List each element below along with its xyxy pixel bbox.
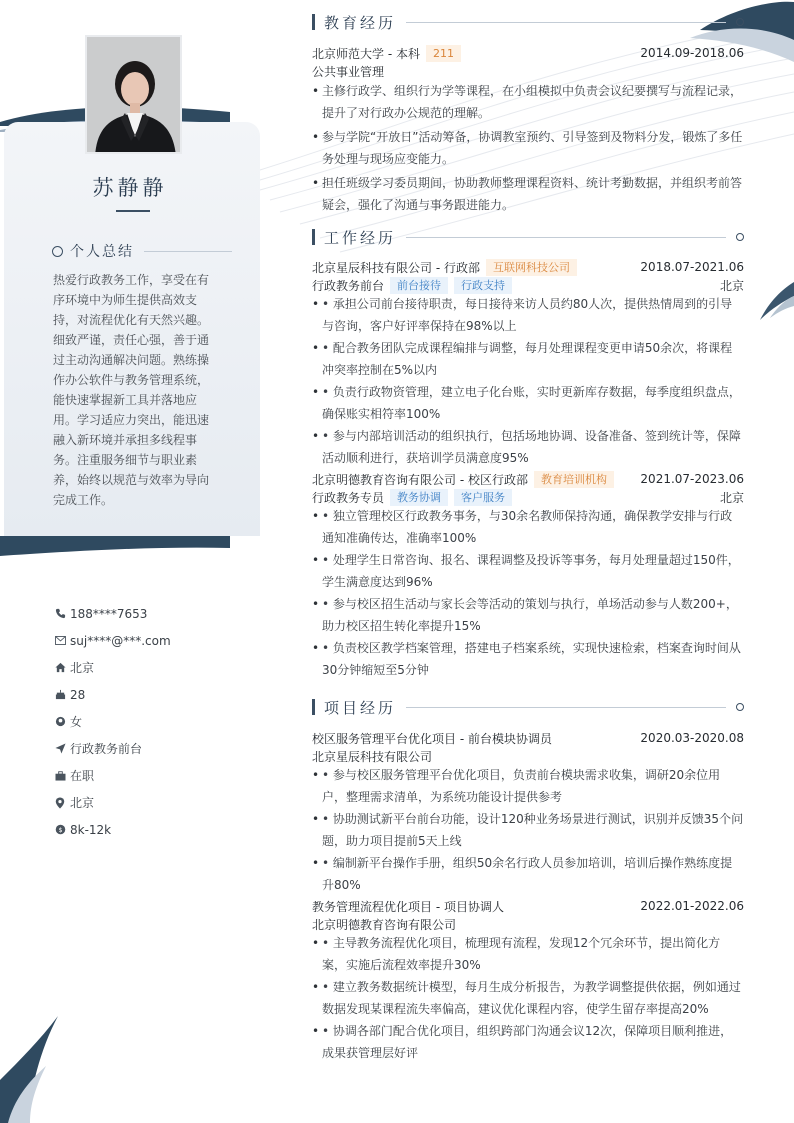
email-icon [50, 636, 70, 645]
job-bullets [312, 293, 744, 469]
list-item: • • 负责行政物资管理，建立电子化台账，实时更新库存数据，每季度组织盘点，确保账实相符率100% [312, 381, 744, 425]
heading-rule [406, 707, 726, 708]
contact-age [50, 681, 250, 708]
salary-value: 8k-12k [70, 822, 112, 837]
contact-target-position [50, 735, 250, 762]
job-row [312, 257, 744, 277]
list-item: • 参与学院“开放日”活动筹备，协调教室预约、引导签到及物料分发，锻炼了多任务处理与现场应变能力。 [312, 126, 744, 170]
portrait-icon [87, 37, 182, 154]
list-item: • • 负责校区教学档案管理，搭建电子档案系统，实现快速检索，档案查询时间从30分钟缩短至5分钟 [312, 637, 744, 681]
school-tag: 211 [426, 45, 461, 62]
position-row [312, 487, 744, 507]
position-row [312, 275, 744, 295]
candidate-name: 苏静静 [92, 176, 168, 200]
position: 行政教务前台 [312, 278, 385, 293]
list-item: • 担任班级学习委员期间，协助教师整理课程资料、统计考勤数据，并组织考前答疑会，强化了沟通与事务跟进能力。 [312, 172, 744, 216]
project-org-row [312, 746, 744, 766]
project-bullets [312, 932, 744, 1064]
contact-email [50, 627, 250, 654]
job-bullets [312, 505, 744, 681]
age-value: 28 [70, 687, 86, 702]
education-bullets [312, 80, 744, 216]
contact-gender [50, 708, 250, 735]
list-item: • • 参与校区服务管理平台优化项目，负责前台模块需求收集，调研20余位用户，整理需求清单，为系统功能设计提供参考 [312, 764, 744, 808]
hometown-value: 北京 [70, 661, 95, 675]
contact-phone [50, 600, 250, 627]
position: 行政教务专员 [312, 490, 385, 505]
heading-rule [144, 251, 232, 252]
company-name: 北京明德教育咨询有限公司 - 校区行政部 [312, 472, 528, 487]
city-value: 北京 [70, 796, 95, 810]
school-name: 北京师范大学 - 本科 [312, 46, 420, 61]
salary-icon [50, 824, 70, 835]
job-city: 北京 [719, 490, 744, 505]
project-name: 教务管理流程优化项目 - 项目协调人 [312, 899, 504, 914]
list-item: • • 独立管理校区行政教务事务，与30余名教师保持沟通，确保教学安排与行政通知准确传达，准确率100% [312, 505, 744, 549]
contact-status [50, 762, 250, 789]
list-item: • 主修行政学、组织行为学等课程，在小组模拟中负责会议纪要撰写与流程记录，提升了对行政办公规范的理解。 [312, 80, 744, 124]
list-item: • • 协调各部门配合优化项目，组织跨部门沟通会议12次，保障项目顺利推进，成果获管理层好评 [312, 1020, 744, 1064]
circle-icon [52, 246, 63, 257]
company-name: 北京星辰科技有限公司 - 行政部 [312, 260, 480, 275]
home-icon [50, 662, 70, 673]
skill-tag: 客户服务 [454, 489, 512, 506]
project-row [312, 896, 744, 916]
gender-icon [50, 716, 70, 727]
heading-bar [312, 229, 315, 245]
list-item: • • 处理学生日常咨询、报名、课程调整及投诉等事务，每月处理量超过150件，学生满意度达到96% [312, 549, 744, 593]
list-item: • • 编制新平台操作手册，组织50余名行政人员参加培训，培训后操作熟练度提升80% [312, 852, 744, 896]
list-item: • • 协助测试新平台前台功能，设计120种业务场景进行测试，识别并反馈35个问题，助力项目提前5天上线 [312, 808, 744, 852]
job-row [312, 469, 744, 489]
contact-city [50, 789, 250, 816]
project-name: 校区服务管理平台优化项目 - 前台模块协调员 [312, 731, 552, 746]
list-item: • • 配合教务团队完成课程编排与调整，每月处理课程变更申请50余次，将课程冲突率控制在5%以内 [312, 337, 744, 381]
major-row [312, 61, 744, 81]
project-bullets [312, 764, 744, 896]
education-title: 教育经历 [324, 13, 397, 32]
job-date: 2021.07-2023.06 [640, 472, 744, 486]
work-title: 工作经历 [324, 228, 397, 247]
phone-icon [50, 608, 70, 619]
status-value: 在职 [70, 769, 95, 783]
target-position-value: 行政教务前台 [70, 742, 143, 756]
education-date: 2014.09-2018.06 [640, 46, 744, 60]
summary-text: 热爱行政教务工作，享受在有序环境中为师生提供高效支持，对流程优化有天然兴趣。细致严谨，责任心强，善于通过主动沟通解决问题。熟练操作办公软件与教务管理系统，能快速掌握新工具并落地应用。学习适应力突出，能迅速融入新环境并承担多线程事务。注重服务细节与职业素养，始终以规范与效率为导向完成工作。 [53, 273, 210, 507]
heading-bar [312, 14, 315, 30]
education-heading [312, 11, 744, 33]
list-item: • • 建立教务数据统计模型，每月生成分析报告，为教学调整提供依据，例如通过数据发现某课程流失率偏高，建议优化课程内容，使学生留存率提高20% [312, 976, 744, 1020]
svg-text:$: $ [57, 825, 63, 834]
project-org-row [312, 914, 744, 934]
name-underline [116, 210, 150, 212]
industry-tag: 教育培训机构 [534, 471, 614, 488]
projects-title: 项目经历 [324, 698, 397, 717]
skill-tag: 教务协调 [390, 489, 448, 506]
profile-photo [85, 35, 182, 154]
list-item: • • 参与校区招生活动与家长会等活动的策划与执行，单场活动参与人数200+，助力校区招生转化率提升15% [312, 593, 744, 637]
skill-tag: 行政支持 [454, 277, 512, 294]
briefcase-icon [50, 771, 70, 781]
location-pin-icon [50, 797, 70, 809]
project-org: 北京明德教育咨询有限公司 [312, 917, 457, 932]
job-city: 北京 [719, 278, 744, 293]
list-item: • • 承担公司前台接待职责，每日接待来访人员约80人次，提供热情周到的引导与咨询，客户好评率保持在98%以上 [312, 293, 744, 337]
education-row [312, 43, 744, 63]
project-date: 2022.01-2022.06 [640, 899, 744, 913]
circle-icon [736, 18, 744, 26]
heading-bar [312, 699, 315, 715]
contact-home [50, 654, 250, 681]
gender-value: 女 [70, 715, 83, 729]
heading-rule [406, 22, 726, 23]
cake-icon [50, 689, 70, 700]
projects-heading [312, 696, 744, 718]
industry-tag: 互联网科技公司 [486, 259, 577, 276]
contact-salary [50, 816, 250, 843]
circle-icon [736, 703, 744, 711]
summary-heading [52, 241, 232, 261]
summary-title: 个人总结 [70, 244, 134, 260]
send-icon [50, 743, 70, 754]
phone-value: 188****7653 [70, 606, 148, 621]
project-org: 北京星辰科技有限公司 [312, 749, 433, 764]
contact-list [50, 600, 250, 843]
list-item: • • 参与内部培训活动的组织执行，包括场地协调、设备准备、签到统计等，保障活动顺利进行，获培训学员满意度95% [312, 425, 744, 469]
skill-tag: 前台接待 [390, 277, 448, 294]
major: 公共事业管理 [312, 64, 385, 79]
project-row [312, 728, 744, 748]
job-date: 2018.07-2021.06 [640, 260, 744, 274]
list-item: • • 主导教务流程优化项目，梳理现有流程，发现12个冗余环节，提出简化方案，实施后流程效率提升30% [312, 932, 744, 976]
email-value: suj****@***.com [70, 633, 171, 648]
project-date: 2020.03-2020.08 [640, 731, 744, 745]
heading-rule [406, 237, 726, 238]
circle-icon [736, 233, 744, 241]
work-heading [312, 226, 744, 248]
